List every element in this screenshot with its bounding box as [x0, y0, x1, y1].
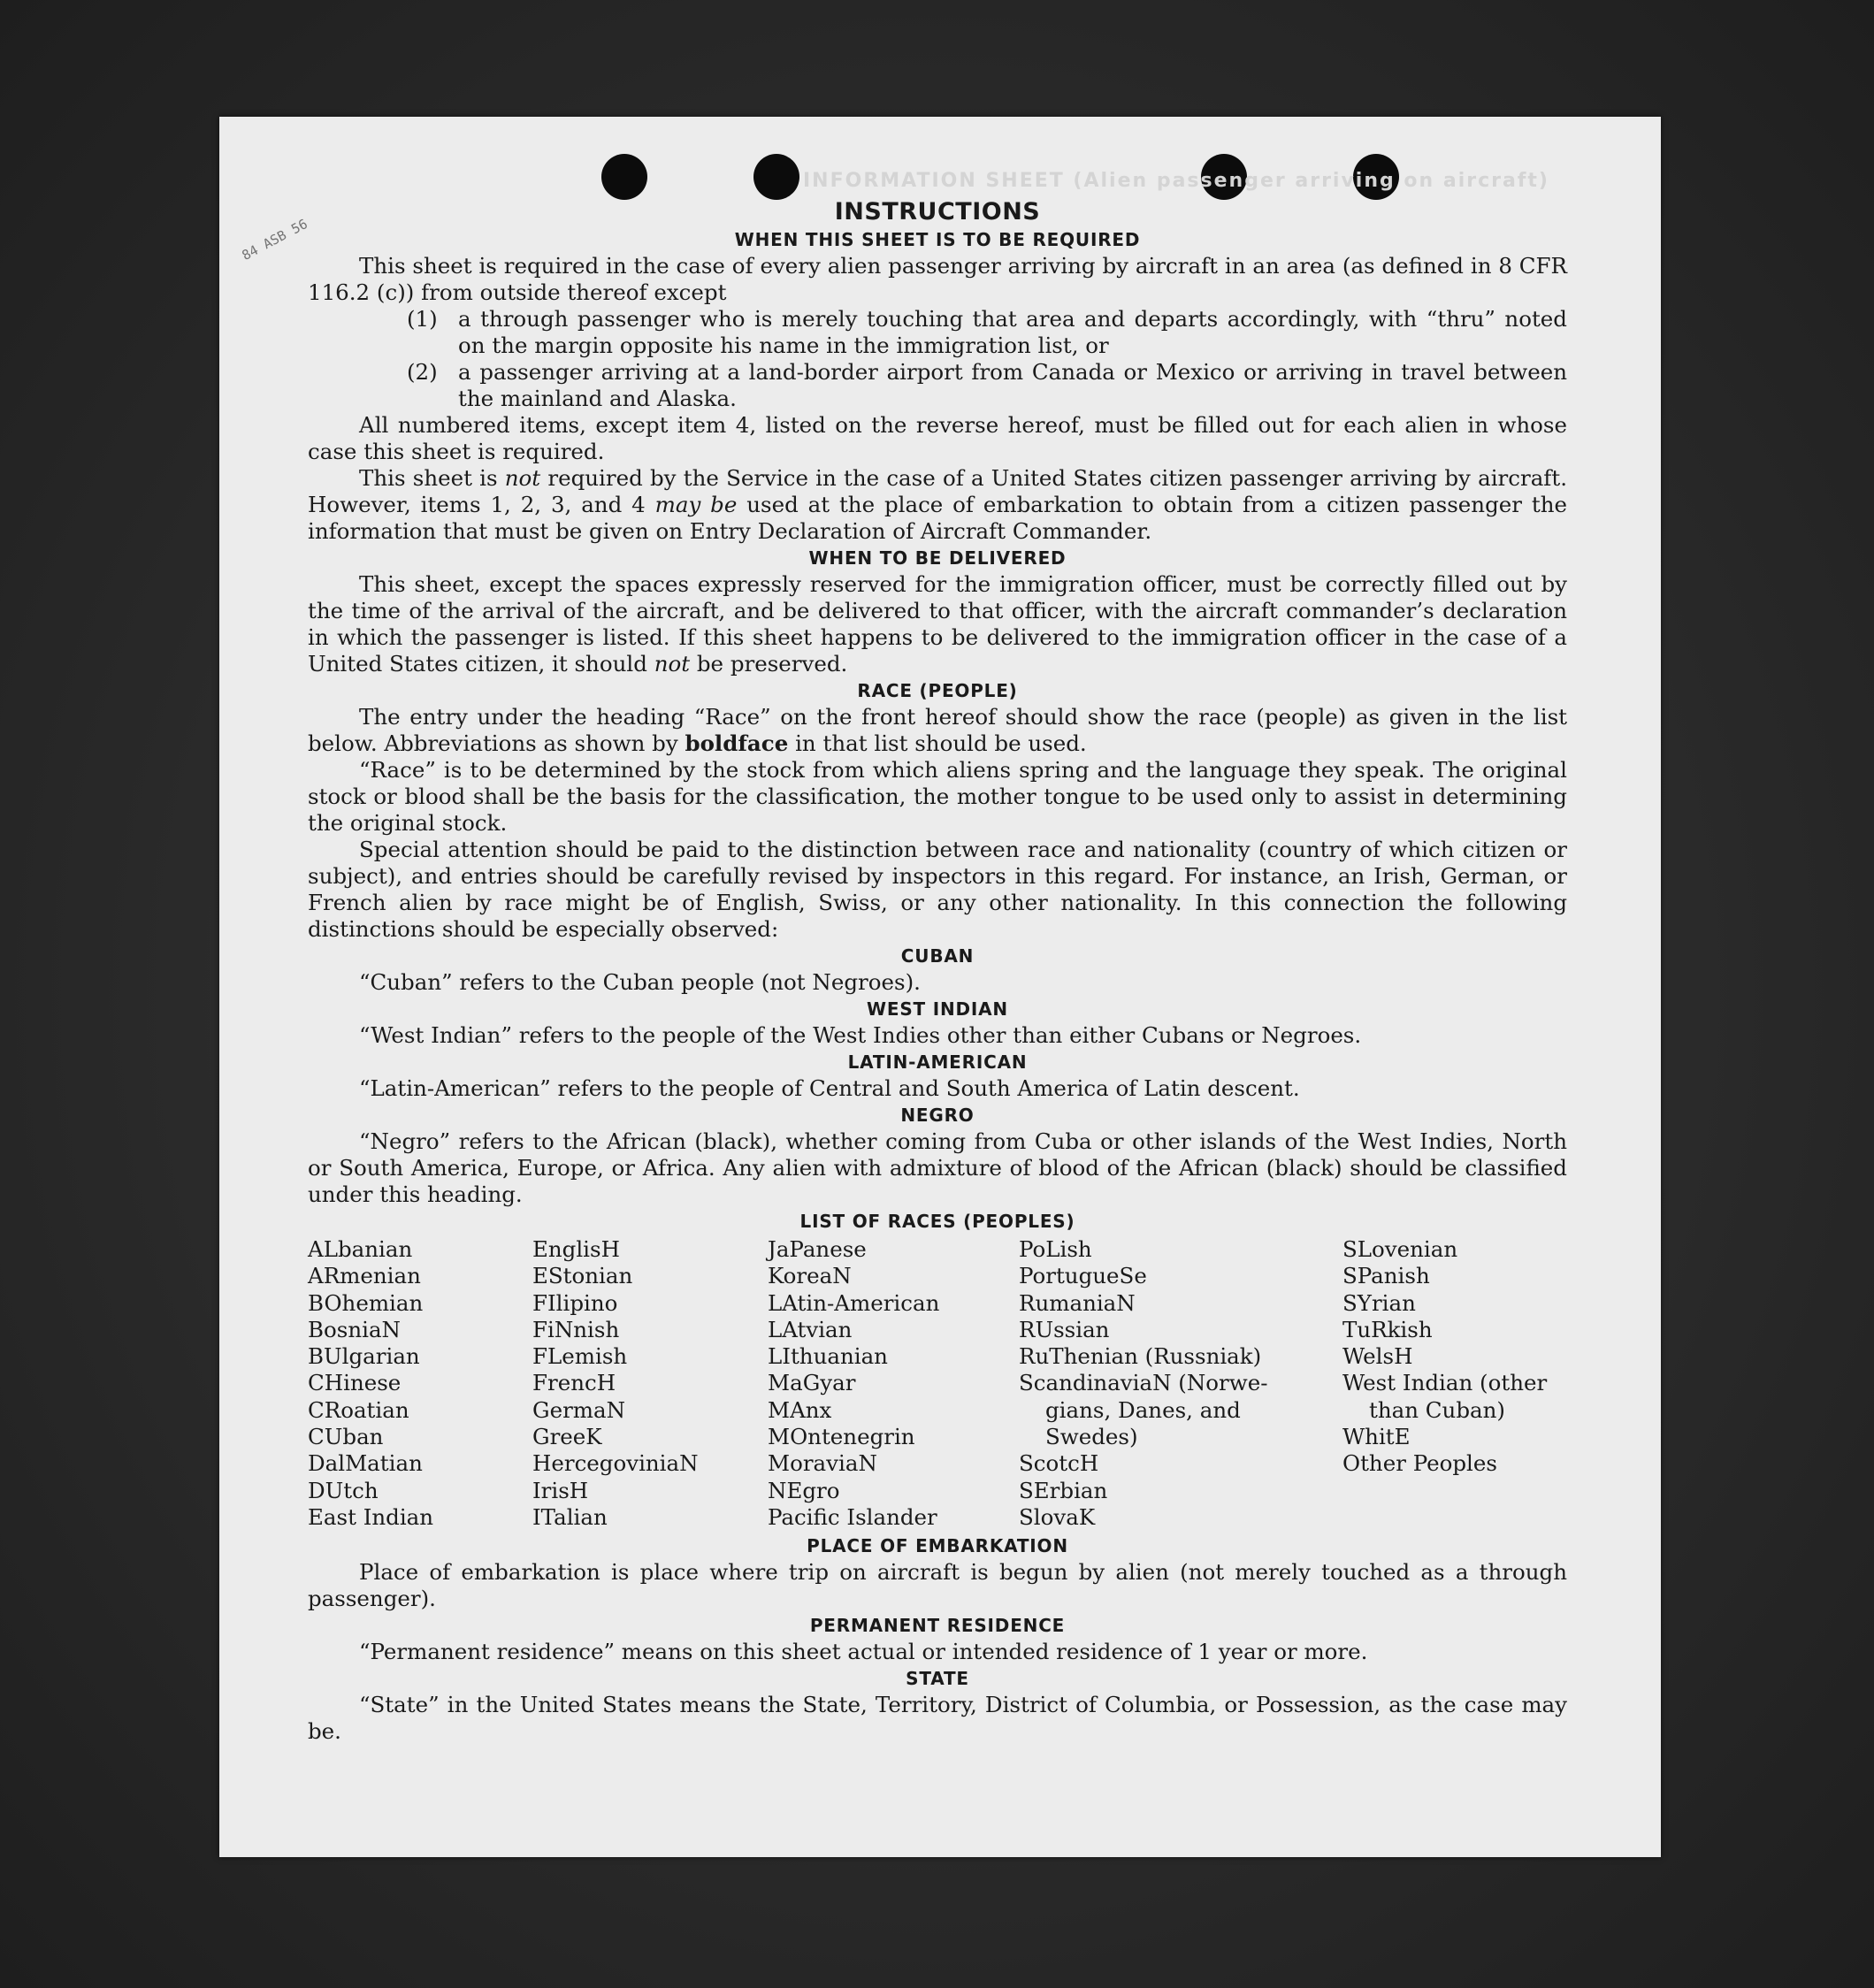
races-column	[1019, 1236, 1342, 1531]
punch-hole-icon	[753, 154, 799, 200]
race-entry: WelsH	[1342, 1343, 1413, 1370]
races-column	[768, 1236, 1019, 1531]
document-body	[308, 198, 1567, 1745]
races-column	[1342, 1236, 1567, 1531]
races-column	[532, 1236, 768, 1531]
race-entry: SErbian	[1019, 1477, 1108, 1503]
punch-hole-icon	[601, 154, 647, 200]
race-entry: PoLish	[1019, 1236, 1092, 1262]
race-entry: IrisH	[532, 1477, 589, 1503]
race-entry: DalMatian	[308, 1450, 423, 1477]
race-entry: LIthuanian	[768, 1343, 888, 1370]
race-entry: West Indian (other	[1342, 1370, 1548, 1396]
section-heading: PLACE OF EMBARKATION	[807, 1535, 1068, 1557]
bleed-through-text: INFORMATION SHEET (Alien passenger arriving on aircraft)	[803, 170, 1549, 192]
race-entry: gians, Danes, and	[1045, 1396, 1241, 1423]
race-entry: RUssian	[1019, 1316, 1110, 1342]
race-entry: GreeK	[532, 1424, 602, 1450]
race-entry: MAnx	[768, 1396, 832, 1423]
item-number: (2)	[407, 359, 438, 385]
race-entry: SLovenian	[1342, 1236, 1458, 1262]
race-entry: ITalian	[532, 1503, 608, 1530]
section-heading: LIST OF RACES (PEOPLES)	[799, 1211, 1075, 1232]
paragraph: “State” in the United States means the State, Territory, District of Columbia, or Possession, as the case may be.	[308, 1692, 1567, 1745]
race-entry: BosniaN	[308, 1316, 401, 1342]
race-entry: BOhemian	[308, 1289, 424, 1316]
race-entry: PortugueSe	[1019, 1263, 1147, 1289]
race-entry: LAtvian	[768, 1316, 853, 1342]
race-entry: ScotcH	[1019, 1450, 1099, 1477]
race-entry: MoraviaN	[768, 1450, 877, 1477]
race-entry: RumaniaN	[1019, 1289, 1136, 1316]
paragraph: “West Indian” refers to the people of the West Indies other than either Cubans or Negroes.	[359, 1022, 1362, 1048]
race-entry: SYrian	[1342, 1289, 1416, 1316]
race-entry: FiNnish	[532, 1316, 620, 1342]
race-entry: JaPanese	[768, 1236, 867, 1262]
item-number: (1)	[407, 306, 438, 332]
race-entry: than Cuban)	[1369, 1396, 1505, 1423]
paragraph: The entry under the heading “Race” on the front hereof should show the race (people) as given in the list below. Abbreviations as shown by boldface in that list should be used.	[308, 704, 1567, 756]
race-entry: SlovaK	[1019, 1503, 1096, 1530]
race-entry: FLemish	[532, 1343, 628, 1370]
race-entry: CRoatian	[308, 1396, 409, 1423]
paragraph: “Race” is to be determined by the stock from which aliens spring and the language they speak. The original stock or blood shall be the basis for the classification, the mother tongue to be used only to assist in determining the original stock.	[308, 757, 1567, 836]
paragraph: Special attention should be paid to the distinction between race and nationality (country of which citizen or subject), and entries should be carefully revised by inspectors in this regard. For instance, an Irish, German, or French alien by race might be of English, Swiss, or any other nationality. In this connection the following distinctions should be especially observed:	[308, 837, 1567, 942]
paragraph: “Latin-American” refers to the people of Central and South America of Latin descent.	[359, 1075, 1300, 1101]
race-entry: Swedes)	[1045, 1424, 1138, 1450]
date-stamp: 84 ASB 56	[239, 215, 310, 264]
race-entry: Pacific Islander	[768, 1503, 937, 1530]
race-entry: HercegoviniaN	[532, 1450, 699, 1477]
race-entry: DUtch	[308, 1477, 379, 1503]
race-entry: ARmenian	[308, 1263, 421, 1289]
race-entry: RuThenian (Russniak)	[1019, 1343, 1262, 1370]
races-column	[308, 1236, 532, 1531]
section-heading: STATE	[906, 1668, 969, 1690]
race-entry: LAtin-American	[768, 1289, 940, 1316]
list-item	[407, 306, 1567, 359]
paragraph: This sheet is not required by the Service in the case of a United States citizen passenger arriving by aircraft. However, items 1, 2, 3, and 4 may be used at the place of embarkation to obtain from a citizen passenger the information that must be given on Entry Declaration of Aircraft Commander.	[308, 465, 1567, 544]
item-text: a through passenger who is merely touching that area and departs accordingly, with “thru” noted on the margin opposite his name in the immigration list, or	[458, 306, 1567, 358]
race-entry: TuRkish	[1342, 1316, 1433, 1342]
paragraph: “Negro” refers to the African (black), whether coming from Cuba or other islands of the West Indies, North or South America, Europe, or Africa. Any alien with admixture of blood of the African (black) should be classified under this heading.	[308, 1128, 1567, 1207]
section-heading: WHEN THIS SHEET IS TO BE REQUIRED	[734, 229, 1141, 250]
race-entry: WhitE	[1342, 1424, 1411, 1450]
paragraph: All numbered items, except item 4, listed on the reverse hereof, must be filled out for each alien in whose case this sheet is required.	[308, 412, 1567, 464]
item-text: a passenger arriving at a land-border airport from Canada or Mexico or arriving in travel between the mainland and Alaska.	[458, 359, 1567, 411]
race-entry: NEgro	[768, 1477, 840, 1503]
race-entry: GermaN	[532, 1396, 626, 1423]
race-entry: EStonian	[532, 1263, 633, 1289]
race-entry: East Indian	[308, 1503, 434, 1530]
section-heading: WHEN TO BE DELIVERED	[808, 547, 1067, 569]
paragraph: “Permanent residence” means on this sheet actual or intended residence of 1 year or more.	[359, 1639, 1368, 1665]
race-entry: MaGyar	[768, 1370, 856, 1396]
race-entry: KoreaN	[768, 1263, 852, 1289]
paragraph: This sheet is required in the case of every alien passenger arriving by aircraft in an area (as defined in 8 CFR 116.2 (c)) from outside thereof except	[308, 253, 1567, 305]
race-entry: ScandinaviaN (Norwe-	[1019, 1370, 1268, 1396]
race-entry: CHinese	[308, 1370, 402, 1396]
section-heading: PERMANENT RESIDENCE	[809, 1615, 1066, 1637]
page-title: INSTRUCTIONS	[834, 198, 1041, 226]
list-item	[407, 359, 1567, 412]
section-heading: WEST INDIAN	[867, 998, 1008, 1020]
document-page	[219, 117, 1661, 1857]
section-heading: LATIN-AMERICAN	[847, 1051, 1028, 1073]
section-heading: CUBAN	[900, 945, 975, 967]
race-entry: Other Peoples	[1342, 1450, 1497, 1477]
race-entry: MOntenegrin	[768, 1424, 915, 1450]
race-entry: BUlgarian	[308, 1343, 420, 1370]
section-heading: RACE (PEOPLE)	[857, 680, 1018, 701]
races-list	[308, 1236, 1567, 1531]
section-heading: NEGRO	[900, 1105, 975, 1126]
race-entry: FrencH	[532, 1370, 616, 1396]
race-entry: CUban	[308, 1424, 384, 1450]
paragraph: Place of embarkation is place where trip on aircraft is begun by alien (not merely touched as a through passenger).	[308, 1559, 1567, 1612]
race-entry: EnglisH	[532, 1236, 620, 1262]
paragraph: “Cuban” refers to the Cuban people (not Negroes).	[359, 969, 921, 995]
race-entry: ALbanian	[308, 1236, 413, 1262]
race-entry: FIlipino	[532, 1289, 618, 1316]
race-entry: SPanish	[1342, 1263, 1430, 1289]
paragraph: This sheet, except the spaces expressly reserved for the immigration officer, must be correctly filled out by the time of the arrival of the aircraft, and be delivered to that officer, with the aircraft commander’s declaration in which the passenger is listed. If this sheet happens to be delivered to the immigration officer in the case of a United States citizen, it should not be preserved.	[308, 571, 1567, 677]
